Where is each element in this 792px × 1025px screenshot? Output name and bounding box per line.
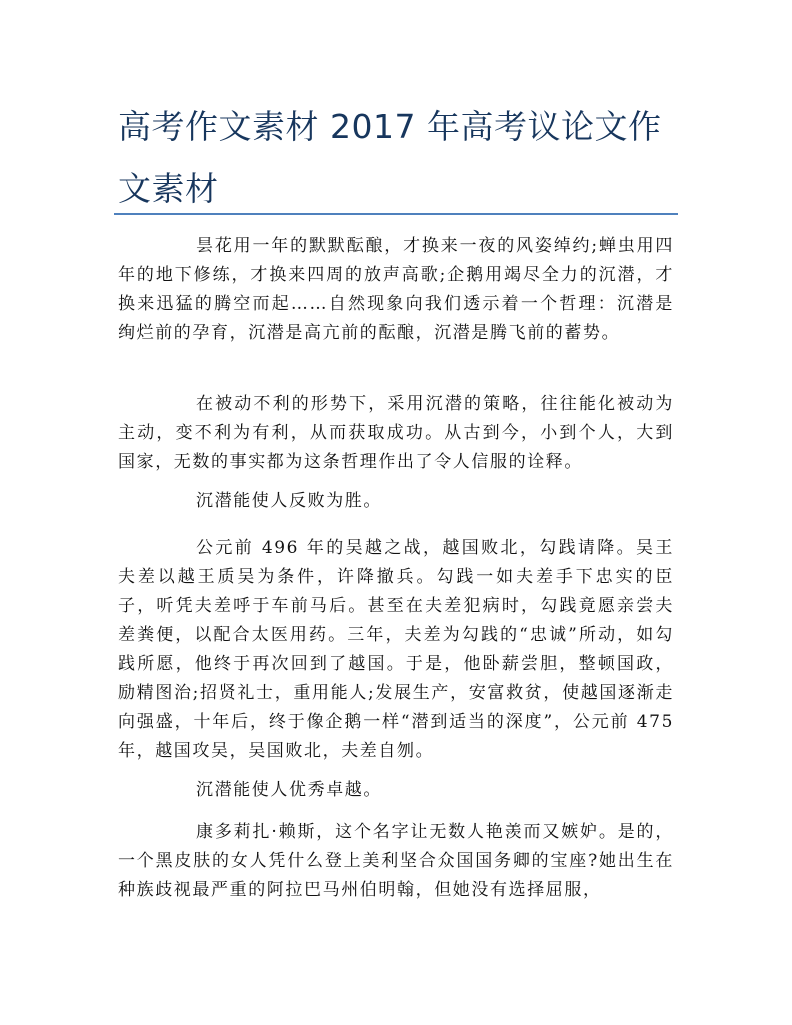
paragraph-rice-story: 康多莉扎·赖斯，这个名字让无数人艳羡而又嫉妒。是的，一个黑皮肤的女人凭什么登上美利坚合众国国务卿的宝座?她出生在种族歧视最严重的阿拉巴马州伯明翰，但她没有选择屈服， [118,822,674,900]
document-title: 高考作文素材 2017 年高考议论文作文素材 [118,107,662,208]
paragraph-subheading-2: 沉潜能使人优秀卓越。 [196,780,382,800]
paragraph-goujian-story: 公元前 496 年的吴越之战，越国败北，勾践请降。吴王夫差以越王质吴为条件，许降撤兵。勾践一如夫差手下忠实的臣子，听凭夫差呼于车前马后。甚至在夫差犯病时，勾践竟愿亲尝夫差粪便，以配合太医用药。三年，夫差为勾践的“忠诚”所动，如勾践所愿，他终于再次回到了越国。于是，他卧薪尝胆，整顿国政，励精图治;招贤礼士，重用能人;发展生产，安富救贫，使越国逐渐走向强盛，十年后，终于像企鹅一样“潜到适当的深度”，公元前 475 年，越国攻吴，吴国败北，夫差自刎。 [118,538,674,761]
paragraph-subheading-1: 沉潜能使人反败为胜。 [196,491,382,511]
title-divider [114,213,678,215]
paragraph-thesis: 在被动不利的形势下，采用沉潜的策略，往往能化被动为主动，变不利为有利，从而获取成功。从古到今，小到个人，大到国家，无数的事实都为这条哲理作出了令人信服的诠释。 [118,394,674,472]
paragraph-intro: 昙花用一年的默默酝酿，才换来一夜的风姿绰约;蝉虫用四年的地下修练，才换来四周的放声高歌;企鹅用竭尽全力的沉潜，才换来迅猛的腾空而起……自然现象向我们透示着一个哲理：沉潜是绚烂前的孕育，沉潜是高亢前的酝酿，沉潜是腾飞前的蓄势。 [118,236,674,343]
